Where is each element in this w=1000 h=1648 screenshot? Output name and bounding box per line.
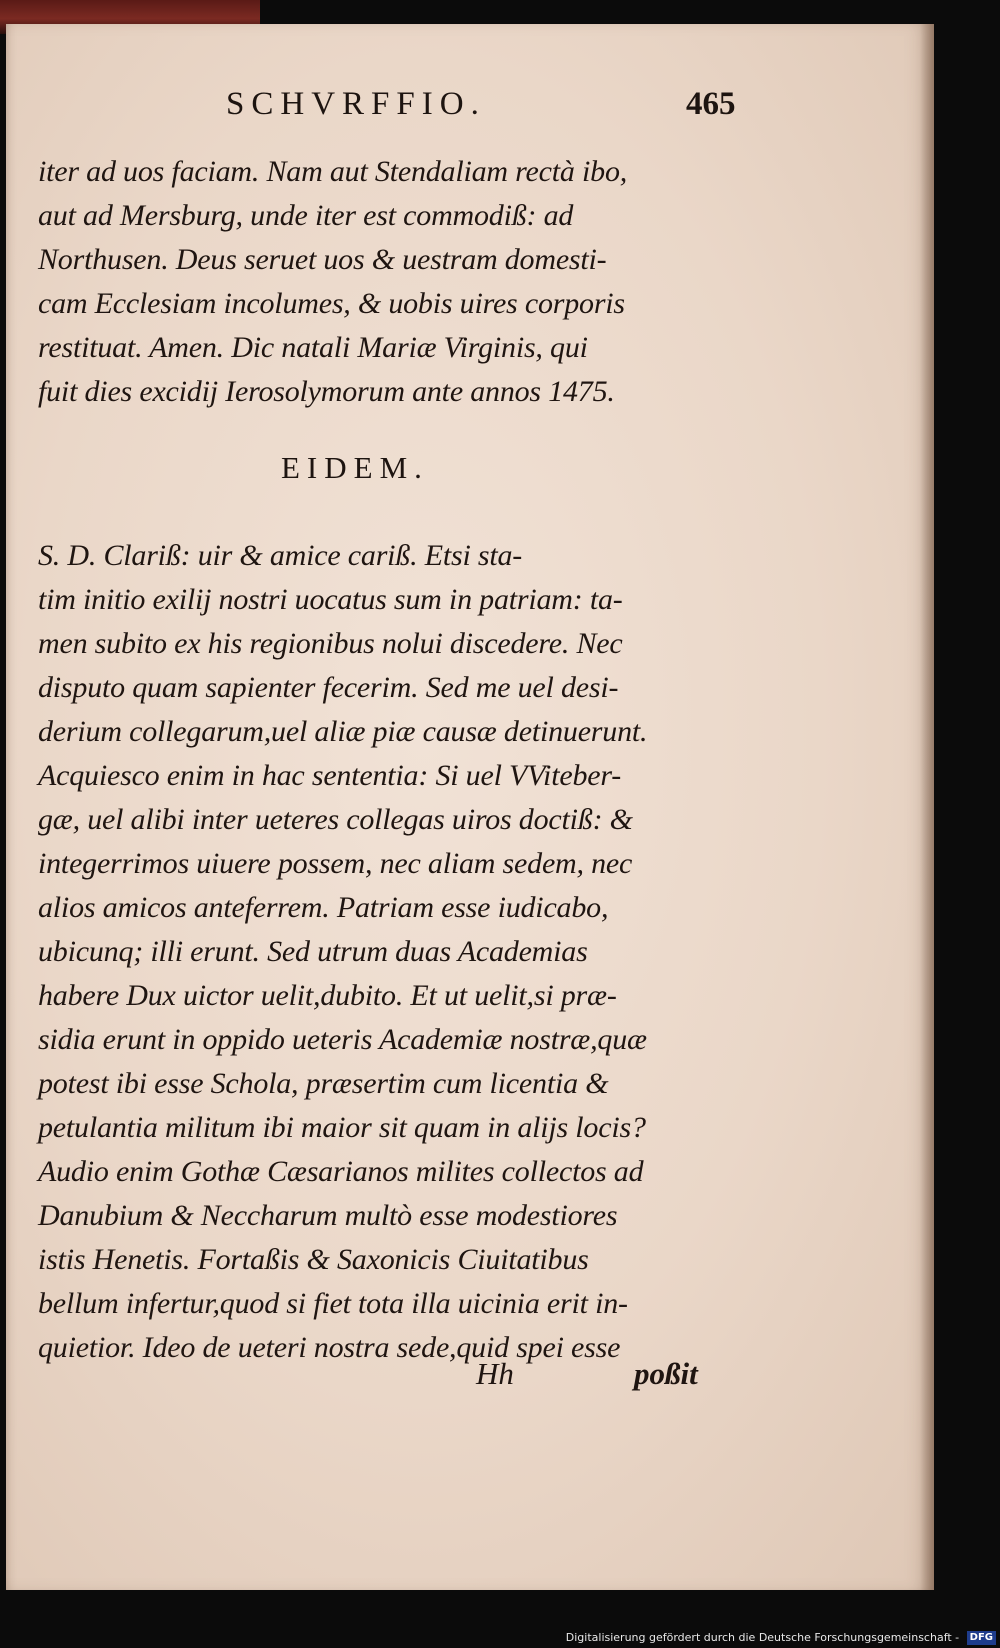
signature-mark: Hh [476,1356,514,1391]
text-line: fuit dies excidij Ierosolymorum ante annos 1475. [38,375,615,408]
text-line: habere Dux uictor uelit,dubito. Et ut uelit,si præ- [38,979,617,1012]
digitization-footer [520,1629,996,1647]
text-line: cam Ecclesiam incolumes, & uobis uires corporis [38,287,625,320]
text-line: petulantia militum ibi maior sit quam in alijs locis? [38,1111,646,1144]
text-line: Danubium & Neccharum multò esse modestiores [38,1199,618,1232]
text-line: Acquiesco enim in hac sententia: Si uel VViteber- [38,759,622,792]
text-line: integerrimos uiuere possem, nec aliam sedem, nec [38,847,633,880]
running-title: SCHVRFFIO. [226,86,486,122]
text-line: aut ad Mersburg, unde iter est commodiß: ad [38,199,574,232]
text-line: gæ, uel alibi inter ueteres collegas uiros doctiß: & [38,803,633,836]
text-line: bellum infertur,quod si fiet tota illa uicinia erit in- [38,1287,628,1320]
text-line: men subito ex his regionibus nolui discedere. Nec [38,627,623,660]
book-page [6,24,934,1590]
text-line: potest ibi esse Schola, præsertim cum licentia & [38,1067,609,1100]
letter-body-text [38,534,758,1370]
text-line: quietior. Ideo de ueteri nostra sede,quid spei esse [38,1331,621,1364]
text-line: S. D. Clariß: uir & amice cariß. Etsi sta- [38,539,523,572]
dfg-logo: DFG [967,1631,996,1645]
catchword: poßit [634,1356,698,1391]
text-line: iter ad uos faciam. Nam aut Stendaliam rectà ibo, [38,155,628,188]
page-number: 465 [686,86,736,122]
text-line: ubicunq; illi erunt. Sed utrum duas Academias [38,935,588,968]
letter-heading: EIDEM. [281,450,429,485]
text-line: derium collegarum,uel aliæ piæ causæ detinuerunt. [38,715,648,748]
text-line: istis Henetis. Fortaßis & Saxonicis Ciuitatibus [38,1243,589,1276]
footer-credit: Digitalisierung gefördert durch die Deutsche Forschungsgemeinschaft - [565,1631,960,1644]
text-line: Audio enim Gothæ Cæsarianos milites collectos ad [38,1155,644,1188]
text-line: tim initio exilij nostri uocatus sum in patriam: ta- [38,583,623,616]
text-line: disputo quam sapienter fecerim. Sed me uel desi- [38,671,619,704]
text-line: restituat. Amen. Dic natali Mariæ Virginis, qui [38,331,588,364]
text-line: Northusen. Deus seruet uos & uestram domesti- [38,243,607,276]
text-line: alios amicos anteferrem. Patriam esse iudicabo, [38,891,609,924]
letter-ending-text [38,150,758,414]
text-line: sidia erunt in oppido ueteris Academiæ nostræ,quæ [38,1023,647,1056]
running-head [6,86,934,134]
